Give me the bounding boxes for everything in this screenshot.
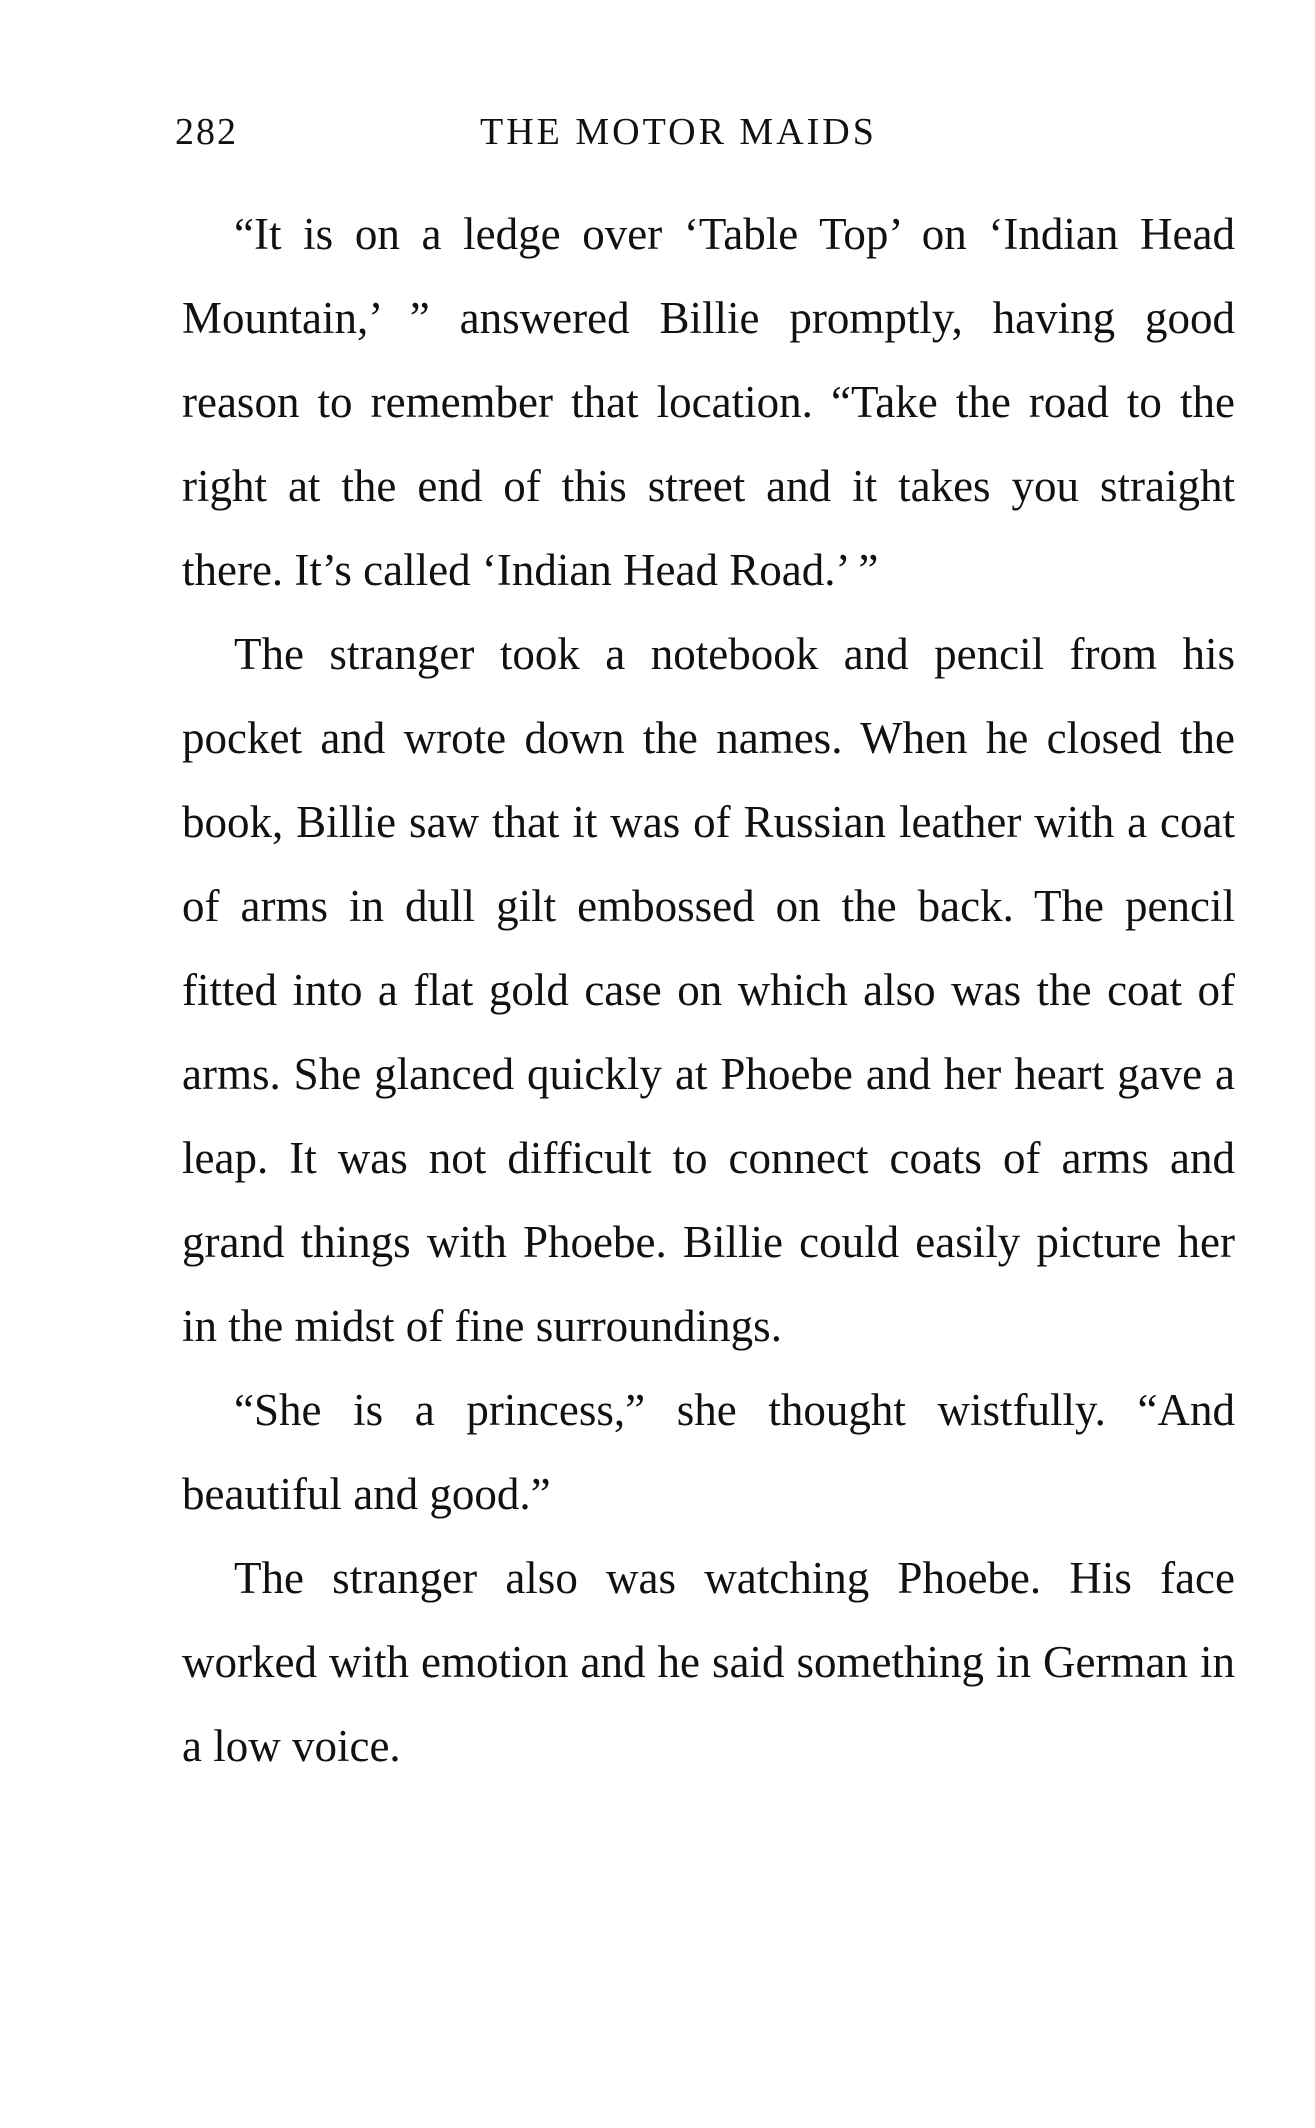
running-title: THE MOTOR MAIDS (480, 111, 877, 153)
paragraph: The stranger also was watching Phoebe. His face worked with emotion and he said something in German in a low voice. (182, 1553, 1235, 1771)
page-number: 282 (175, 111, 238, 153)
paragraph: “It is on a ledge over ‘Table Top’ on ‘Indian Head Mountain,’ ” answered Billie promptly, having good reason to remember that location. “Take the road to the right at the end of this street and it takes you straight there. It’s called ‘Indian Head Road.’ ” (182, 209, 1235, 595)
paragraph: “She is a princess,” she thought wistfully. “And beautiful and good.” (182, 1385, 1235, 1519)
body-text (182, 192, 1235, 1788)
paragraph: The stranger took a notebook and pencil from his pocket and wrote down the names. When he closed the book, Billie saw that it was of Russian leather with a coat of arms in dull gilt embossed on the back. The pencil fitted into a flat gold case on which also was the coat of arms. She glanced quickly at Phoebe and her heart gave a leap. It was not difficult to connect coats of arms and grand things with Phoebe. Billie could easily picture her in the midst of fine surroundings. (182, 629, 1235, 1351)
page-header (175, 110, 1235, 160)
